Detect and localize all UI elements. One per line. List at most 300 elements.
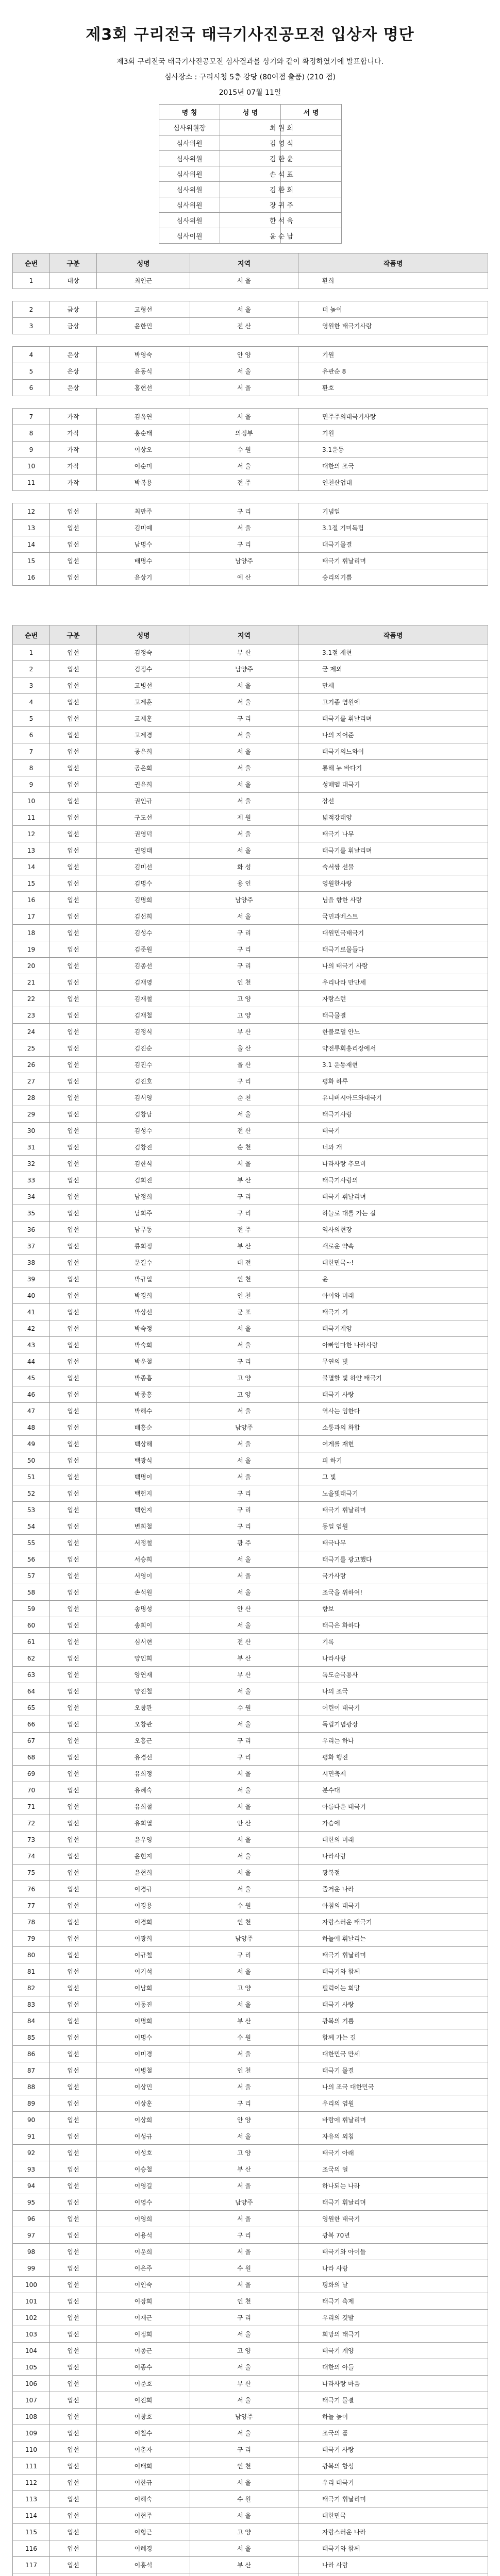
jury-row [159,166,342,182]
winner-name: 남정희 [97,1189,190,1205]
award-category: 입선 [50,569,97,586]
winner-name: 이형근 [97,2524,190,2540]
row-no: 80 [13,1947,50,1963]
region: 서 울 [190,520,298,536]
award-category: 입선 [50,2112,97,2128]
table-row [13,1832,488,1848]
region: 서 울 [190,1568,298,1584]
work-title: 장선 [298,793,488,809]
winner-name: 이미경 [97,2046,190,2062]
work-title: 영원한 태극기사랑 [298,318,488,334]
work-title: 하나되는 나라 [298,2178,488,2194]
row-no: 21 [13,974,50,991]
table-row [13,2029,488,2046]
award-category: 입선 [50,2277,97,2293]
award-category: 입선 [50,553,97,569]
work-title: 대한민국 만세 [298,2046,488,2062]
work-title: 3.1절 기미독립 [298,520,488,536]
award-category: 입선 [50,1057,97,1073]
work-title: 우리의 염원 [298,2095,488,2112]
region: 구 리 [190,2095,298,2112]
award-category: 입선 [50,875,97,892]
row-no: 42 [13,1320,50,1337]
winner-name: 윤우영 [97,1832,190,1848]
region: 화 성 [190,859,298,875]
region: 서 울 [190,1320,298,1337]
region: 구 리 [190,2227,298,2244]
winner-name: 이명희 [97,2013,190,2029]
header-region: 지역 [190,625,298,645]
row-no: 75 [13,1865,50,1881]
award-category: 입선 [50,2458,97,2475]
region: 서 울 [190,760,298,776]
work-title: 불멸할 빛 하얀 태극기 [298,1370,488,1386]
award-category: 입선 [50,1733,97,1749]
work-title: 유니버시아드와대극기 [298,1090,488,1106]
work-title: 3.1운동 [298,442,488,458]
region: 서 울 [190,2128,298,2145]
row-no: 7 [13,743,50,760]
selected-header-row [13,625,488,645]
table-row [13,520,488,536]
work-title: 하늘로 대를 가는 길 [298,1205,488,1222]
region: 부 산 [190,2376,298,2392]
award-category: 입선 [50,1205,97,1222]
work-title: 나라 사랑 [298,2557,488,2573]
region: 서 울 [190,2392,298,2409]
spacer-cell [97,334,190,347]
winner-name: 양진철 [97,1683,190,1700]
award-category: 입선 [50,2442,97,2458]
work-title: 나의 조국 [298,1683,488,1700]
winner-name: 서승희 [97,1551,190,1568]
table-row [13,1947,488,1963]
winner-name: 고제훈 [97,710,190,727]
table-row [13,2046,488,2062]
award-category: 입선 [50,1749,97,1766]
work-title: 광복절 [298,1865,488,1881]
award-category: 입선 [50,1832,97,1848]
header-title: 작품명 [298,625,488,645]
row-no: 105 [13,2359,50,2376]
work-title: 새로운 약속 [298,1238,488,1255]
work-title: 나의 조국 대한민국 [298,2079,488,2095]
spacer-cell [190,334,298,347]
work-title: 함께 가는 길 [298,2029,488,2046]
work-title: 민주주의태극기사랑 [298,409,488,425]
award-category: 입선 [50,2524,97,2540]
award-category: 입선 [50,1535,97,1551]
work-title: 가슴에 [298,1815,488,1832]
work-title: 태극기 기 [298,1304,488,1320]
row-no: 69 [13,1766,50,1782]
award-category: 입선 [50,1584,97,1601]
region: 서 울 [190,776,298,793]
work-title: 아침의 태극기 [298,1897,488,1914]
table-row [13,1650,488,1667]
row-no: 35 [13,1205,50,1222]
spacer-cell [298,289,488,301]
winner-name: 권인규 [97,793,190,809]
work-title: 태극기 사랑 [298,2442,488,2458]
work-title: 태극기 휘날리며 [298,2194,488,2211]
jury-name: 김 영 식 [220,135,281,151]
winner-name: 권영덕 [97,826,190,842]
work-title: 나라사랑 [298,1650,488,1667]
row-no: 34 [13,1189,50,1205]
table-row [13,710,488,727]
region: 인 천 [190,1287,298,1304]
region: 서 울 [190,1963,298,1980]
winner-name: 이영희 [97,2211,190,2227]
region: 구 리 [190,1733,298,1749]
table-row [13,1370,488,1386]
table-row [13,1007,488,1024]
row-no: 6 [13,727,50,743]
table-row [13,1123,488,1139]
region: 서 울 [190,2244,298,2260]
work-title: 태극기사랑의 [298,1172,488,1189]
winner-name: 박해수 [97,1403,190,1419]
winner-name: 박숙희 [97,1337,190,1353]
region: 인 천 [190,2293,298,2310]
table-row [13,1733,488,1749]
award-category: 입선 [50,2013,97,2029]
table-row [13,1024,488,1040]
award-category: 입선 [50,2475,97,2491]
region: 서 울 [190,1584,298,1601]
table-row [13,1139,488,1156]
award-header-row [13,253,488,273]
table-row [13,1848,488,1865]
work-title: 국가사랑 [298,1568,488,1584]
table-row [13,1189,488,1205]
row-no: 9 [13,776,50,793]
work-title: 대한민국 [298,2507,488,2524]
table-row [13,425,488,442]
winner-name: 김명희 [97,892,190,908]
row-no: 115 [13,2524,50,2540]
work-title: 태극기 [298,1123,488,1139]
region: 울 산 [190,1040,298,1057]
work-title: 평화 행진 [298,1749,488,1766]
winner-name: 양연재 [97,1667,190,1683]
award-category: 입선 [50,694,97,710]
spacer-cell [298,491,488,503]
table-row [13,1386,488,1403]
region: 부 산 [190,2557,298,2573]
region: 수 원 [190,2029,298,2046]
table-row [13,2557,488,2573]
winner-name: 변희철 [97,1518,190,1535]
row-no: 39 [13,1271,50,1287]
work-title: 우리는 하나 [298,1733,488,1749]
table-row [13,1766,488,1782]
table-row [13,1222,488,1238]
table-row [13,1535,488,1551]
winner-name: 김희진 [97,1172,190,1189]
table-row [13,2540,488,2557]
row-no: 57 [13,1568,50,1584]
award-category: 가작 [50,442,97,458]
row-no: 52 [13,1485,50,1502]
work-title: 나라사랑 추모비 [298,1156,488,1172]
region: 서 울 [190,1716,298,1733]
row-no: 78 [13,1914,50,1930]
table-row [13,458,488,474]
row-no: 2 [13,661,50,677]
work-title: 아빠엄마한 나라사랑 [298,1337,488,1353]
winner-name: 이혜경 [97,2540,190,2557]
table-row [13,301,488,318]
row-no: 100 [13,2277,50,2293]
work-title: 여게를 재현 [298,1436,488,1452]
award-category: 입선 [50,2359,97,2376]
row-no: 16 [13,569,50,586]
row-no: 58 [13,1584,50,1601]
region: 구 리 [190,958,298,974]
region: 구 리 [190,1749,298,1766]
work-title: 통해 뉴 바다기 [298,760,488,776]
winner-name: 이순미 [97,458,190,474]
winner-name: 배흥순 [97,1419,190,1436]
winner-name: 유혜숙 [97,1782,190,1799]
award-category: 입선 [50,2507,97,2524]
award-category: 입선 [50,1667,97,1683]
award-category: 입선 [50,842,97,859]
jury-title: 심사위원 [159,135,220,151]
winner-name: 이용석 [97,2227,190,2244]
award-category: 입선 [50,1551,97,1568]
spacer-cell [97,396,190,409]
table-row [13,1485,488,1502]
region: 서 울 [190,363,298,380]
winner-name: 권영태 [97,842,190,859]
region: 전 산 [190,318,298,334]
work-title: 아름다운 태극기 [298,1799,488,1815]
award-category: 입선 [50,1683,97,1700]
jury-row [159,151,342,166]
table-row [13,1238,488,1255]
work-title: 태극기 물결 [298,2062,488,2079]
winner-name: 김종선 [97,958,190,974]
work-title: 태극기 사랑 [298,1386,488,1403]
winner-name: 이철수 [97,2425,190,2442]
work-title: 대원민국태극기 [298,925,488,941]
row-no: 45 [13,1370,50,1386]
award-category: 입선 [50,2244,97,2260]
winner-name: 박종흥 [97,1386,190,1403]
row-no: 84 [13,2013,50,2029]
work-title: 독립기념광장 [298,1716,488,1733]
winner-name: 남희주 [97,1205,190,1222]
table-row [13,2112,488,2128]
table-row [13,1172,488,1189]
winner-name: 이상오 [97,442,190,458]
work-title: 태극기를 휘날리며 [298,710,488,727]
region: 서 울 [190,1848,298,1865]
table-row [13,1963,488,1980]
row-no: 22 [13,991,50,1007]
award-category: 입선 [50,2079,97,2095]
spacer-cell [298,334,488,347]
region: 순 천 [190,1139,298,1156]
winner-name: 윤상기 [97,569,190,586]
region: 서 울 [190,1683,298,1700]
region: 고 양 [190,1980,298,1996]
work-title: 펄럭이는 희망 [298,1980,488,1996]
region: 고 양 [190,1370,298,1386]
winner-name: 김옥연 [97,409,190,425]
winner-name: 이성규 [97,2128,190,2145]
award-category: 입선 [50,645,97,661]
row-no: 11 [13,474,50,491]
table-row [13,1980,488,1996]
spacer-cell [190,491,298,503]
row-no: 27 [13,1073,50,1090]
row-no: 18 [13,925,50,941]
region: 서 울 [190,908,298,925]
row-no: 72 [13,1815,50,1832]
table-row [13,645,488,661]
row-no: 12 [13,503,50,520]
work-title: 평화의 날 [298,2277,488,2293]
winner-name: 홍순태 [97,425,190,442]
work-title: 윤 [298,1271,488,1287]
region: 고 양 [190,2343,298,2359]
table-row [13,1749,488,1766]
row-no: 14 [13,536,50,553]
region: 인 천 [190,2062,298,2079]
region: 서 울 [190,1469,298,1485]
jury-name: 김 한 윤 [220,151,281,166]
award-category: 입선 [50,2392,97,2409]
award-category: 입선 [50,2343,97,2359]
row-no: 23 [13,1007,50,1024]
table-row [13,2491,488,2507]
region: 안 산 [190,1601,298,1617]
work-title: 나의 태극기 사랑 [298,958,488,974]
region: 안 산 [190,1815,298,1832]
region: 구 리 [190,2442,298,2458]
winner-name: 이명수 [97,2029,190,2046]
region: 서 울 [190,1865,298,1881]
table-row [13,2409,488,2425]
work-title: 대한의 아들 [298,2359,488,2376]
region: 남양주 [190,892,298,908]
winner-name: 이광희 [97,1930,190,1947]
jury-header-name: 성 명 [220,105,281,120]
table-row [13,2458,488,2475]
region: 남양주 [190,2409,298,2425]
winner-name: 박종흠 [97,1370,190,1386]
table-row [13,1897,488,1914]
table-row [13,991,488,1007]
selected-table [12,625,488,2576]
winner-name: 이병철 [97,2062,190,2079]
work-title: 기원 [298,347,488,363]
work-title: 태극기 휘날리며 [298,1189,488,1205]
winner-name: 송명성 [97,1601,190,1617]
row-no: 103 [13,2326,50,2343]
table-row [13,1601,488,1617]
table-row [13,2128,488,2145]
table-row [13,1419,488,1436]
award-category: 입선 [50,1123,97,1139]
region: 서 울 [190,2359,298,2376]
table-row [13,1090,488,1106]
table-row [13,875,488,892]
award-category: 입선 [50,1815,97,1832]
winner-name: 김성수 [97,925,190,941]
table-row [13,776,488,793]
row-no: 96 [13,2211,50,2227]
winner-name: 문길수 [97,1255,190,1271]
table-row [13,1040,488,1057]
winner-name: 김재영 [97,974,190,991]
row-no: 31 [13,1139,50,1156]
work-title: 태극기와 아이들 [298,2244,488,2260]
region: 부 산 [190,1667,298,1683]
table-row [13,826,488,842]
row-no: 1 [13,645,50,661]
table-row [13,2475,488,2491]
region: 서 울 [190,2211,298,2227]
winner-name: 유희열 [97,1815,190,1832]
table-row [13,503,488,520]
award-category: 입선 [50,677,97,694]
region: 부 산 [190,1238,298,1255]
work-title: 한불로덜 안노 [298,1024,488,1040]
work-title: 굳 제외 [298,661,488,677]
award-category: 은상 [50,380,97,396]
region: 수 원 [190,2260,298,2277]
work-title: 님을 향한 사랑 [298,892,488,908]
region: 부 산 [190,2161,298,2178]
table-row [13,1304,488,1320]
winner-name: 백헌지 [97,1502,190,1518]
jury-title: 심사위원 [159,213,220,228]
award-category: 입선 [50,2425,97,2442]
row-no: 56 [13,1551,50,1568]
award-category: 가작 [50,474,97,491]
work-title: 태극기 휘날리며 [298,1947,488,1963]
region: 순 천 [190,1090,298,1106]
row-no: 10 [13,793,50,809]
region: 고 양 [190,1386,298,1403]
work-title: 태극기 휘날리며 [298,2491,488,2507]
table-row [13,2507,488,2524]
work-title: 희망의 태극기 [298,2326,488,2343]
winner-name: 남무동 [97,1222,190,1238]
region: 구 리 [190,1485,298,1502]
table-row [13,677,488,694]
jury-header-sign: 서 명 [281,105,342,120]
row-no: 94 [13,2178,50,2194]
winner-name: 백명이 [97,1469,190,1485]
table-row [13,941,488,958]
work-title: 너와 개 [298,1139,488,1156]
winner-name: 이경용 [97,1897,190,1914]
winner-name: 유희정 [97,1766,190,1782]
award-category: 입선 [50,1304,97,1320]
work-title: 동일 염원 [298,1518,488,1535]
winner-name: 이장희 [97,2293,190,2310]
table-row [13,1353,488,1370]
work-title: 태극기 물결 [298,2392,488,2409]
table-row [13,974,488,991]
row-no: 108 [13,2409,50,2425]
